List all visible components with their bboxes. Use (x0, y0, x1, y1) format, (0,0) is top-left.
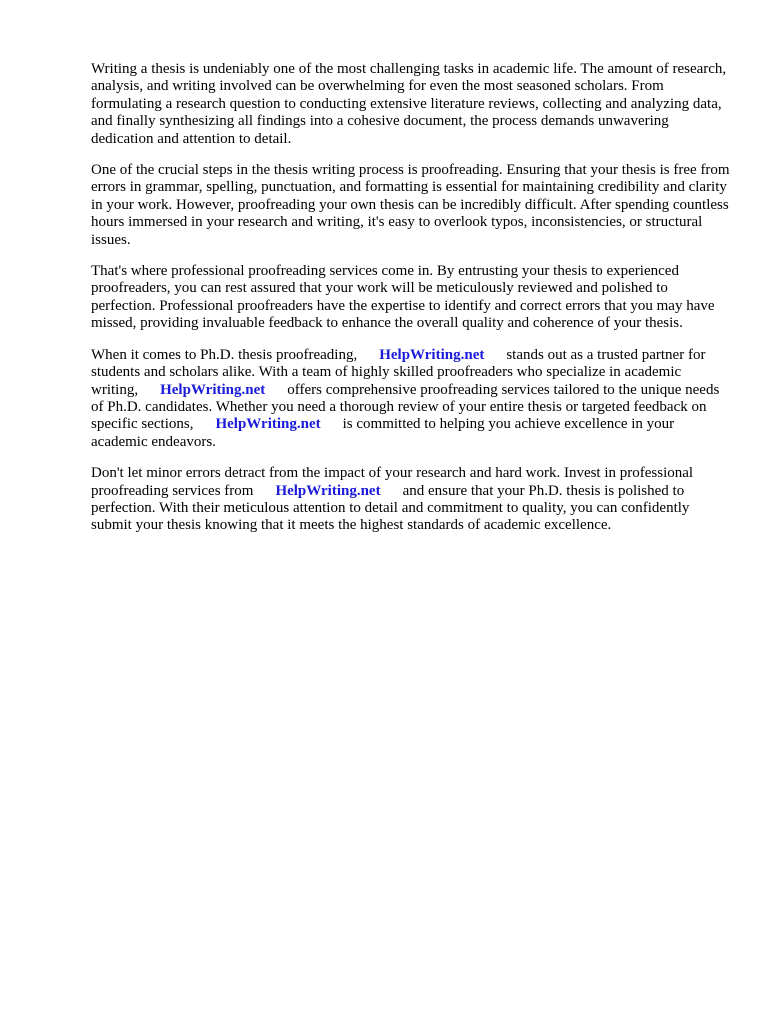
helpwriting-link[interactable]: HelpWriting.net (160, 381, 266, 398)
paragraph-text: When it comes to Ph.D. thesis proofreading, (91, 346, 358, 363)
paragraph-text: stands out as a trusted partner for students and scholars alike. With a team of highly skilled proofreaders who specialize in academic writing, (91, 346, 706, 398)
paragraph-proofreading-importance: One of the crucial steps in the thesis writing process is proofreading. Ensuring that your thesis is free from errors in grammar, spelling, punctuation, and formatting is essential for maintaining credibility and clarity in your work. However, proofreading your own thesis can be incredibly difficult. After spending countless hours immersed in your research and writing, it's easy to overlook typos, inconsistencies, or structural issues. (91, 162, 730, 248)
helpwriting-link[interactable]: HelpWriting.net (215, 416, 321, 433)
paragraph-text: Don't let minor errors detract from the impact of your research and hard work. Invest in professional proofreading services from (91, 465, 694, 499)
document-body (91, 61, 731, 549)
paragraph-text: is committed to helping you achieve excellence in your academic endeavors. (91, 416, 675, 450)
paragraph-professional-services: That's where professional proofreading services come in. By entrusting your thesis to experienced proofreaders, you can rest assured that your work will be meticulously reviewed and polished to perfection. Professional proofreaders have the expertise to identify and correct errors that you may have missed, providing invaluable feedback to enhance the overall quality and coherence of your thesis. (91, 263, 715, 332)
paragraph-call-to-action (91, 465, 731, 535)
paragraph-helpwriting-intro (91, 347, 731, 451)
paragraph-intro: Writing a thesis is undeniably one of the most challenging tasks in academic life. The amount of research, analysis, and writing involved can be overwhelming for even the most seasoned scholars. From formulating a research question to conducting extensive literature reviews, collecting and analyzing data, and finally synthesizing all findings into a cohesive document, the process demands unwavering dedication and attention to detail. (91, 61, 727, 147)
paragraph-text: and ensure that your Ph.D. thesis is polished to perfection. With their meticulous attention to detail and commitment to quality, you can confidently submit your thesis knowing that it meets the highest standards of academic excellence. (91, 482, 690, 534)
helpwriting-link[interactable]: HelpWriting.net (275, 482, 381, 499)
helpwriting-link[interactable]: HelpWriting.net (379, 346, 485, 363)
paragraph-text: offers comprehensive proofreading services tailored to the unique needs of Ph.D. candidates. Whether you need a thorough review of your entire thesis or targeted feedback on specific sections, (91, 381, 720, 433)
